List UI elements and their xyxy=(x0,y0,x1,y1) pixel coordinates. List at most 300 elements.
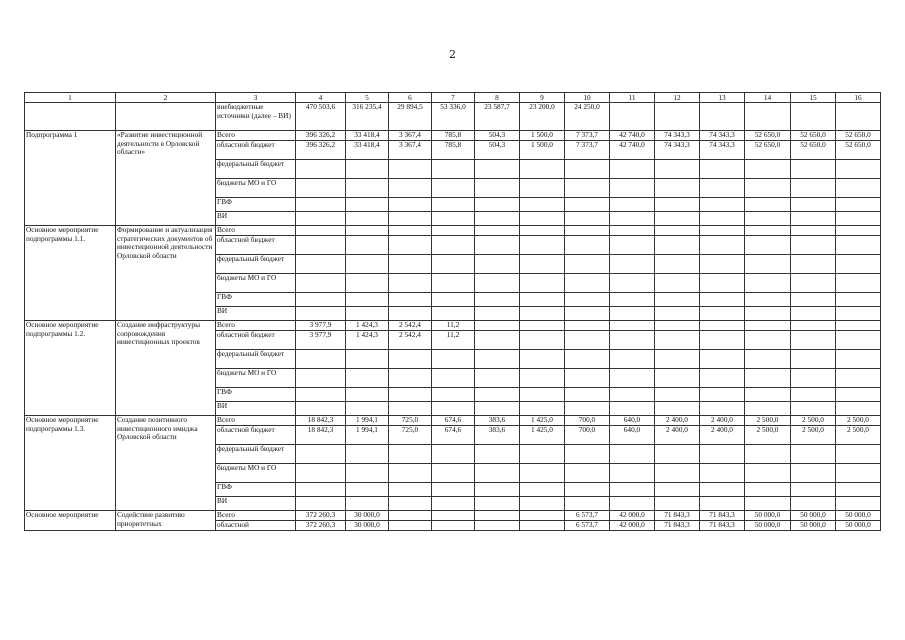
funding-source-cell: Всего xyxy=(216,321,296,331)
amount-cell xyxy=(432,179,475,198)
amount-cell xyxy=(791,464,836,483)
amount-cell xyxy=(432,511,475,521)
amount-cell: 42 740,0 xyxy=(610,141,655,160)
program-title-cell: Создание инфраструктуры сопровождения инвестиционных проектов xyxy=(116,321,216,416)
amount-cell xyxy=(610,179,655,198)
amount-cell xyxy=(791,388,836,402)
amount-cell: 785,8 xyxy=(432,141,475,160)
amount-cell: 6 573,7 xyxy=(565,521,610,531)
amount-cell xyxy=(389,274,432,293)
amount-cell: 52 650,0 xyxy=(745,131,791,141)
amount-cell xyxy=(346,255,389,274)
column-number-row xyxy=(25,93,881,103)
amount-cell xyxy=(475,464,520,483)
amount-cell xyxy=(700,226,745,236)
column-header: 14 xyxy=(745,93,791,103)
amount-cell: 2 500,0 xyxy=(745,416,791,426)
program-title-cell: Содействие развитию приоритетных xyxy=(116,511,216,531)
amount-cell xyxy=(610,483,655,497)
amount-cell: 33 418,4 xyxy=(346,131,389,141)
amount-cell xyxy=(520,236,565,255)
amount-cell xyxy=(745,445,791,464)
amount-cell xyxy=(346,483,389,497)
amount-cell xyxy=(520,497,565,511)
funding-source-cell: внебюджетные источники (далее – ВИ) xyxy=(216,103,296,131)
amount-cell xyxy=(655,388,700,402)
amount-cell: 23 587,7 xyxy=(475,103,520,131)
amount-cell: 42 000,0 xyxy=(610,511,655,521)
amount-cell xyxy=(296,226,346,236)
amount-cell xyxy=(432,350,475,369)
amount-cell: 383,6 xyxy=(475,416,520,426)
amount-cell xyxy=(389,236,432,255)
funding-source-cell: Всего xyxy=(216,511,296,521)
amount-cell xyxy=(346,464,389,483)
column-header: 12 xyxy=(655,93,700,103)
amount-cell xyxy=(791,103,836,131)
amount-cell xyxy=(745,497,791,511)
amount-cell xyxy=(655,274,700,293)
amount-cell xyxy=(475,198,520,212)
amount-cell xyxy=(655,198,700,212)
amount-cell xyxy=(475,350,520,369)
amount-cell xyxy=(836,307,881,321)
amount-cell: 396 326,2 xyxy=(296,131,346,141)
amount-cell xyxy=(745,464,791,483)
amount-cell xyxy=(745,388,791,402)
amount-cell xyxy=(520,226,565,236)
amount-cell xyxy=(836,179,881,198)
amount-cell xyxy=(836,274,881,293)
amount-cell: 29 894,5 xyxy=(389,103,432,131)
amount-cell xyxy=(475,369,520,388)
amount-cell xyxy=(296,212,346,226)
funding-source-cell: бюджеты МО и ГО xyxy=(216,369,296,388)
amount-cell xyxy=(475,226,520,236)
amount-cell: 18 842,3 xyxy=(296,416,346,426)
amount-cell xyxy=(346,497,389,511)
column-header: 10 xyxy=(565,93,610,103)
amount-cell xyxy=(791,179,836,198)
amount-cell xyxy=(700,212,745,226)
amount-cell xyxy=(346,179,389,198)
program-title-cell: «Развитие инвестиционной деятельности в Орловской области» xyxy=(116,131,216,226)
funding-source-cell: ВИ xyxy=(216,402,296,416)
program-name-cell: Основное мероприятие xyxy=(25,511,116,531)
table-row xyxy=(25,131,881,141)
amount-cell: 470 503,6 xyxy=(296,103,346,131)
amount-cell xyxy=(791,274,836,293)
amount-cell xyxy=(296,369,346,388)
amount-cell: 674,6 xyxy=(432,416,475,426)
amount-cell xyxy=(565,307,610,321)
program-name-cell: Подпрограмма 1 xyxy=(25,131,116,226)
funding-source-cell: областной xyxy=(216,521,296,531)
amount-cell xyxy=(432,307,475,321)
table-row xyxy=(25,226,881,236)
amount-cell xyxy=(745,331,791,350)
amount-cell xyxy=(432,236,475,255)
amount-cell xyxy=(745,226,791,236)
amount-cell xyxy=(700,236,745,255)
amount-cell xyxy=(791,160,836,179)
amount-cell xyxy=(655,321,700,331)
amount-cell xyxy=(791,307,836,321)
amount-cell xyxy=(791,212,836,226)
amount-cell xyxy=(836,160,881,179)
amount-cell xyxy=(655,497,700,511)
amount-cell: 52 650,0 xyxy=(745,141,791,160)
amount-cell xyxy=(700,483,745,497)
amount-cell xyxy=(475,179,520,198)
program-name-cell: Основное мероприятие подпрограммы 1.2. xyxy=(25,321,116,416)
column-header: 1 xyxy=(25,93,116,103)
funding-source-cell: областной бюджет xyxy=(216,141,296,160)
amount-cell xyxy=(610,445,655,464)
amount-cell xyxy=(610,274,655,293)
amount-cell xyxy=(389,198,432,212)
table-row xyxy=(25,103,881,131)
amount-cell xyxy=(475,236,520,255)
amount-cell xyxy=(475,321,520,331)
amount-cell xyxy=(565,369,610,388)
amount-cell xyxy=(432,198,475,212)
amount-cell: 2 500,0 xyxy=(791,426,836,445)
amount-cell: 71 843,3 xyxy=(700,511,745,521)
amount-cell xyxy=(791,321,836,331)
program-name-cell: Основное мероприятие подпрограммы 1.1. xyxy=(25,226,116,321)
funding-source-cell: федеральный бюджет xyxy=(216,255,296,274)
amount-cell xyxy=(296,483,346,497)
amount-cell xyxy=(389,255,432,274)
amount-cell xyxy=(475,255,520,274)
amount-cell xyxy=(296,274,346,293)
amount-cell xyxy=(745,236,791,255)
amount-cell xyxy=(655,226,700,236)
amount-cell xyxy=(610,350,655,369)
page-number: 2 xyxy=(449,48,456,61)
amount-cell xyxy=(389,160,432,179)
amount-cell xyxy=(520,402,565,416)
amount-cell xyxy=(565,212,610,226)
amount-cell xyxy=(389,293,432,307)
amount-cell xyxy=(520,179,565,198)
amount-cell xyxy=(836,103,881,131)
program-name-cell xyxy=(25,103,116,131)
funding-source-cell: ВИ xyxy=(216,307,296,321)
amount-cell xyxy=(475,402,520,416)
amount-cell xyxy=(836,369,881,388)
amount-cell xyxy=(389,388,432,402)
amount-cell xyxy=(520,388,565,402)
amount-cell: 2 542,4 xyxy=(389,331,432,350)
amount-cell xyxy=(565,255,610,274)
amount-cell xyxy=(700,388,745,402)
amount-cell xyxy=(296,293,346,307)
amount-cell xyxy=(655,402,700,416)
amount-cell xyxy=(791,497,836,511)
amount-cell xyxy=(610,402,655,416)
amount-cell xyxy=(700,402,745,416)
funding-source-cell: федеральный бюджет xyxy=(216,350,296,369)
amount-cell: 74 343,3 xyxy=(700,141,745,160)
amount-cell xyxy=(655,307,700,321)
amount-cell xyxy=(565,293,610,307)
amount-cell: 3 367,4 xyxy=(389,131,432,141)
program-title-cell: Создание позитивного инвестиционного имиджа Орловской области xyxy=(116,416,216,511)
amount-cell xyxy=(520,445,565,464)
amount-cell xyxy=(389,226,432,236)
amount-cell: 24 250,0 xyxy=(565,103,610,131)
amount-cell: 2 400,0 xyxy=(700,416,745,426)
amount-cell xyxy=(520,369,565,388)
amount-cell xyxy=(610,198,655,212)
program-title-cell: Формирование и актуализация стратегических документов об инвестиционной деятельности Орловской области xyxy=(116,226,216,321)
amount-cell xyxy=(296,236,346,255)
amount-cell xyxy=(655,483,700,497)
amount-cell xyxy=(432,464,475,483)
amount-cell xyxy=(296,179,346,198)
amount-cell: 7 373,7 xyxy=(565,131,610,141)
amount-cell: 30 000,0 xyxy=(346,511,389,521)
amount-cell xyxy=(389,402,432,416)
amount-cell: 725,0 xyxy=(389,416,432,426)
funding-source-cell: Всего xyxy=(216,226,296,236)
amount-cell xyxy=(836,483,881,497)
amount-cell xyxy=(700,307,745,321)
amount-cell xyxy=(520,255,565,274)
amount-cell xyxy=(610,307,655,321)
amount-cell xyxy=(296,307,346,321)
amount-cell xyxy=(520,307,565,321)
amount-cell xyxy=(475,483,520,497)
amount-cell: 50 000,0 xyxy=(791,521,836,531)
amount-cell xyxy=(565,483,610,497)
amount-cell: 11,2 xyxy=(432,321,475,331)
amount-cell: 725,0 xyxy=(389,426,432,445)
amount-cell xyxy=(745,212,791,226)
amount-cell: 52 650,0 xyxy=(836,141,881,160)
amount-cell: 50 000,0 xyxy=(791,511,836,521)
amount-cell xyxy=(610,103,655,131)
amount-cell xyxy=(700,103,745,131)
column-header: 15 xyxy=(791,93,836,103)
amount-cell xyxy=(745,274,791,293)
funding-source-cell: Всего xyxy=(216,131,296,141)
amount-cell xyxy=(432,445,475,464)
amount-cell: 2 400,0 xyxy=(655,416,700,426)
amount-cell xyxy=(655,464,700,483)
amount-cell: 1 424,3 xyxy=(346,331,389,350)
amount-cell: 7 373,7 xyxy=(565,141,610,160)
amount-cell: 42 740,0 xyxy=(610,131,655,141)
amount-cell xyxy=(475,293,520,307)
amount-cell xyxy=(700,350,745,369)
column-header: 6 xyxy=(389,93,432,103)
amount-cell: 3 977,9 xyxy=(296,331,346,350)
amount-cell xyxy=(836,497,881,511)
amount-cell: 71 843,3 xyxy=(655,511,700,521)
amount-cell: 700,0 xyxy=(565,416,610,426)
program-title-cell xyxy=(116,103,216,131)
amount-cell xyxy=(836,464,881,483)
amount-cell xyxy=(655,255,700,274)
amount-cell: 372 260,3 xyxy=(296,511,346,521)
column-header: 7 xyxy=(432,93,475,103)
amount-cell xyxy=(700,160,745,179)
amount-cell xyxy=(389,511,432,521)
program-name-cell: Основное мероприятие подпрограммы 1.3. xyxy=(25,416,116,511)
amount-cell: 2 500,0 xyxy=(791,416,836,426)
amount-cell xyxy=(432,369,475,388)
column-header: 3 xyxy=(216,93,296,103)
amount-cell: 42 000,0 xyxy=(610,521,655,531)
amount-cell xyxy=(475,212,520,226)
amount-cell: 504,3 xyxy=(475,131,520,141)
amount-cell: 23 200,0 xyxy=(520,103,565,131)
amount-cell xyxy=(475,160,520,179)
amount-cell: 71 843,3 xyxy=(700,521,745,531)
amount-cell: 18 842,3 xyxy=(296,426,346,445)
amount-cell xyxy=(700,179,745,198)
amount-cell xyxy=(791,255,836,274)
amount-cell xyxy=(745,160,791,179)
amount-cell xyxy=(610,388,655,402)
amount-cell xyxy=(432,483,475,497)
amount-cell xyxy=(745,483,791,497)
amount-cell xyxy=(836,321,881,331)
funding-source-cell: ВИ xyxy=(216,497,296,511)
table-row xyxy=(25,321,881,331)
amount-cell: 52 650,0 xyxy=(791,131,836,141)
amount-cell xyxy=(836,255,881,274)
amount-cell xyxy=(565,497,610,511)
amount-cell xyxy=(520,464,565,483)
amount-cell xyxy=(791,198,836,212)
amount-cell xyxy=(610,212,655,226)
amount-cell xyxy=(346,160,389,179)
amount-cell xyxy=(520,331,565,350)
amount-cell xyxy=(296,497,346,511)
amount-cell xyxy=(745,369,791,388)
amount-cell: 2 500,0 xyxy=(745,426,791,445)
amount-cell xyxy=(745,321,791,331)
amount-cell xyxy=(700,445,745,464)
amount-cell xyxy=(565,445,610,464)
table-row xyxy=(25,416,881,426)
column-header: 13 xyxy=(700,93,745,103)
amount-cell xyxy=(389,212,432,226)
table-row xyxy=(25,511,881,521)
amount-cell: 504,3 xyxy=(475,141,520,160)
amount-cell xyxy=(610,255,655,274)
amount-cell xyxy=(700,198,745,212)
amount-cell xyxy=(836,198,881,212)
amount-cell xyxy=(836,350,881,369)
amount-cell: 6 573,7 xyxy=(565,511,610,521)
amount-cell xyxy=(520,511,565,521)
amount-cell xyxy=(346,369,389,388)
funding-source-cell: федеральный бюджет xyxy=(216,445,296,464)
amount-cell xyxy=(520,212,565,226)
amount-cell: 53 336,0 xyxy=(432,103,475,131)
amount-cell xyxy=(296,445,346,464)
amount-cell xyxy=(700,255,745,274)
amount-cell xyxy=(520,198,565,212)
amount-cell xyxy=(655,103,700,131)
amount-cell xyxy=(475,497,520,511)
funding-source-cell: ГВФ xyxy=(216,293,296,307)
amount-cell xyxy=(296,350,346,369)
amount-cell xyxy=(432,212,475,226)
funding-source-cell: областной бюджет xyxy=(216,331,296,350)
amount-cell xyxy=(791,226,836,236)
amount-cell xyxy=(791,445,836,464)
amount-cell xyxy=(346,445,389,464)
amount-cell xyxy=(791,369,836,388)
amount-cell xyxy=(655,160,700,179)
amount-cell: 2 400,0 xyxy=(700,426,745,445)
amount-cell xyxy=(745,402,791,416)
amount-cell xyxy=(520,350,565,369)
amount-cell xyxy=(346,226,389,236)
amount-cell xyxy=(610,497,655,511)
amount-cell: 1 994,1 xyxy=(346,416,389,426)
funding-source-cell: ВИ xyxy=(216,212,296,226)
amount-cell: 71 843,3 xyxy=(655,521,700,531)
amount-cell xyxy=(655,369,700,388)
column-header: 2 xyxy=(116,93,216,103)
amount-cell xyxy=(520,274,565,293)
amount-cell xyxy=(700,274,745,293)
funding-source-cell: ГВФ xyxy=(216,198,296,212)
amount-cell xyxy=(610,236,655,255)
amount-cell xyxy=(565,402,610,416)
amount-cell: 50 000,0 xyxy=(836,521,881,531)
amount-cell xyxy=(346,307,389,321)
amount-cell xyxy=(700,369,745,388)
amount-cell xyxy=(791,402,836,416)
amount-cell: 11,2 xyxy=(432,331,475,350)
amount-cell: 1 500,0 xyxy=(520,141,565,160)
amount-cell: 1 994,1 xyxy=(346,426,389,445)
amount-cell xyxy=(836,226,881,236)
amount-cell xyxy=(389,179,432,198)
amount-cell xyxy=(296,255,346,274)
amount-cell: 74 343,3 xyxy=(655,141,700,160)
amount-cell: 372 260,3 xyxy=(296,521,346,531)
amount-cell xyxy=(565,331,610,350)
amount-cell xyxy=(389,521,432,531)
amount-cell xyxy=(610,369,655,388)
amount-cell: 33 418,4 xyxy=(346,141,389,160)
amount-cell xyxy=(520,483,565,497)
column-header: 9 xyxy=(520,93,565,103)
amount-cell: 52 650,0 xyxy=(836,131,881,141)
amount-cell xyxy=(565,160,610,179)
funding-source-cell: областной бюджет xyxy=(216,426,296,445)
amount-cell xyxy=(700,464,745,483)
amount-cell xyxy=(565,236,610,255)
amount-cell: 640,0 xyxy=(610,416,655,426)
amount-cell xyxy=(565,388,610,402)
amount-cell xyxy=(432,274,475,293)
amount-cell: 1 424,3 xyxy=(346,321,389,331)
amount-cell xyxy=(432,255,475,274)
amount-cell xyxy=(296,402,346,416)
amount-cell: 2 400,0 xyxy=(655,426,700,445)
amount-cell xyxy=(389,445,432,464)
